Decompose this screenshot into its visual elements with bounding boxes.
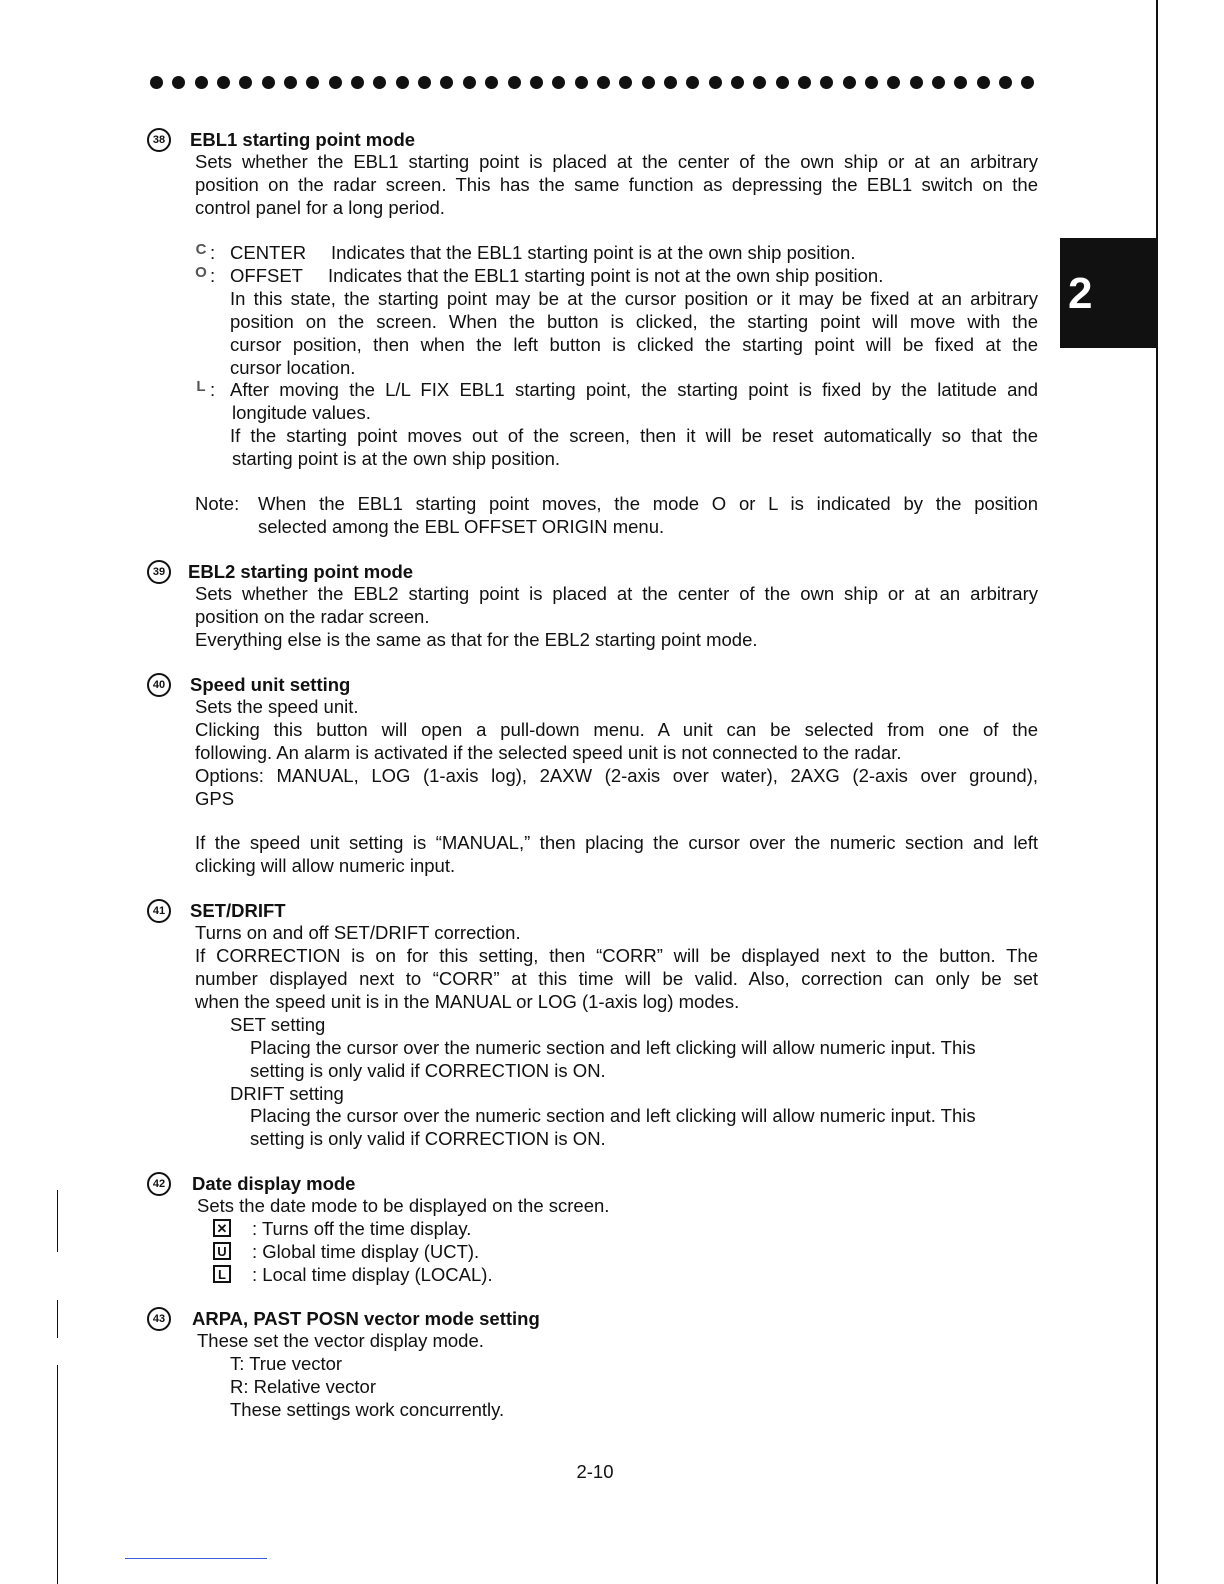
body-line: GPS [195,788,235,809]
mode-description: Indicates that the EBL1 starting point is not at the own ship position. [328,265,884,286]
body-line: following. An alarm is activated if the selected speed unit is not connected to the radar. [195,742,902,763]
right-page-edge [1156,0,1158,1584]
note-label: Note: [195,493,240,514]
header-dot [508,76,521,89]
date-option-text: : Global time display (UCT). [252,1241,480,1262]
dotted-header-rule [150,72,1035,92]
body-line: If CORRECTION is on for this setting, then “CORR” will be displayed next to the button. The [195,945,1038,966]
body-line: position on the radar screen. This has the same function as depressing the EBL1 switch on the [195,174,1038,195]
header-dot [552,76,565,89]
header-dot [619,76,632,89]
local-time-icon: L [213,1265,231,1283]
body-line: Sets whether the EBL2 starting point is placed at the center of the own ship or at an arbitrary [195,583,1038,604]
header-dot [150,76,163,89]
header-dot [575,76,588,89]
item-number-badge: 39 [147,560,171,584]
header-dot [373,76,386,89]
header-dot [239,76,252,89]
subsetting-line: setting is only valid if CORRECTION is ON. [250,1060,606,1081]
header-dot [932,76,945,89]
body-line: Sets the date mode to be displayed on the screen. [197,1195,610,1216]
item-number-badge: 38 [147,128,171,152]
chapter-tab: 2 [1060,238,1156,348]
header-dot [776,76,789,89]
header-dot [530,76,543,89]
header-dot [709,76,722,89]
header-dot [418,76,431,89]
item-number-badge: 42 [147,1172,171,1196]
header-dot [329,76,342,89]
date-option-text: : Local time display (LOCAL). [252,1264,493,1285]
body-line: control panel for a long period. [195,197,445,218]
section-heading: Speed unit setting [190,674,351,695]
body-line: R: Relative vector [230,1376,376,1397]
body-line: Sets the speed unit. [195,696,359,717]
body-line: Turns on and off SET/DRIFT correction. [195,922,521,943]
section-heading: EBL2 starting point mode [188,561,414,582]
subsetting-label: SET setting [230,1014,326,1035]
subsetting-line: Placing the cursor over the numeric section and left clicking will allow numeric input. This [250,1105,976,1126]
left-margin-line [57,1300,58,1338]
item-number-badge: 43 [147,1307,171,1331]
mode-colon: : [210,265,216,286]
section-heading: Date display mode [192,1173,356,1194]
header-dot [485,76,498,89]
header-dot [1021,76,1034,89]
body-line: Everything else is the same as that for the EBL2 starting point mode. [195,629,758,650]
header-dot [820,76,833,89]
header-dot [999,76,1012,89]
header-dot [642,76,655,89]
bottom-rule [125,1558,267,1559]
mode-key: CENTER [230,242,307,263]
subsetting-line: setting is only valid if CORRECTION is ON. [250,1128,606,1149]
mode-detail-line: After moving the L/L FIX EBL1 starting point, the starting point is fixed by the latitude and [230,379,1038,400]
note-line: When the EBL1 starting point moves, the mode O or L is indicated by the position [258,493,1038,514]
body-line: clicking will allow numeric input. [195,855,456,876]
body-line: Options: MANUAL, LOG (1-axis log), 2AXW (2-axis over water), 2AXG (2-axis over ground), [195,765,1038,786]
header-dot [843,76,856,89]
mode-detail-line: cursor location. [230,357,356,378]
global-time-icon: U [213,1242,231,1260]
mode-detail-line: If the starting point moves out of the screen, then it will be reset automatically so that the [230,425,1038,446]
mode-detail-line: In this state, the starting point may be at the cursor position or it may be fixed at an arbitrary [230,288,1038,309]
body-line: when the speed unit is in the MANUAL or LOG (1-axis log) modes. [195,991,740,1012]
mode-colon: : [210,242,216,263]
subsetting-label: DRIFT setting [230,1083,344,1104]
header-dot [351,76,364,89]
header-dot [440,76,453,89]
body-line: T: True vector [230,1353,343,1374]
subsetting-line: Placing the cursor over the numeric section and left clicking will allow numeric input. This [250,1037,976,1058]
header-dot [597,76,610,89]
header-dot [284,76,297,89]
body-line: position on the radar screen. [195,606,430,627]
header-dot [195,76,208,89]
item-number-badge: 40 [147,673,171,697]
header-dot [954,76,967,89]
page-number: 2-10 [576,1461,614,1482]
body-line: These set the vector display mode. [197,1330,484,1351]
left-margin-line [57,1190,58,1252]
body-line: Sets whether the EBL1 starting point is placed at the center of the own ship or at an arbitrary [195,151,1038,172]
section-heading: SET/DRIFT [190,900,286,921]
header-dot [217,76,230,89]
latlon-mode-icon: L [196,378,206,395]
note-line: selected among the EBL OFFSET ORIGIN menu. [258,516,665,537]
time-off-icon: ✕ [213,1219,231,1237]
header-dot [686,76,699,89]
header-dot [396,76,409,89]
header-dot [306,76,319,89]
body-line: number displayed next to “CORR” at this time will be valid. Also, correction can only be set [195,968,1038,989]
header-dot [798,76,811,89]
header-dot [865,76,878,89]
header-dot [731,76,744,89]
mode-detail-line: cursor position, then when the left button is clicked the starting point will be fixed at the [230,334,1038,355]
header-dot [977,76,990,89]
section-heading: EBL1 starting point mode [190,129,416,150]
mode-detail-line: longitude values. [232,402,371,423]
body-line: If the speed unit setting is “MANUAL,” then placing the cursor over the numeric section and left [195,832,1038,853]
date-option-text: : Turns off the time display. [252,1218,472,1239]
header-dot [262,76,275,89]
header-dot [664,76,677,89]
header-dot [887,76,900,89]
mode-description: Indicates that the EBL1 starting point is at the own ship position. [331,242,856,263]
header-dot [172,76,185,89]
center-mode-icon: C [195,241,207,258]
offset-mode-icon: O [195,264,207,281]
item-number-badge: 41 [147,899,171,923]
mode-key: OFFSET [230,265,303,286]
header-dot [910,76,923,89]
section-heading: ARPA, PAST POSN vector mode setting [192,1308,540,1329]
body-line: These settings work concurrently. [230,1399,505,1420]
mode-detail-line: position on the screen. When the button is clicked, the starting point will move with the [230,311,1038,332]
body-line: Clicking this button will open a pull-down menu. A unit can be selected from one of the [195,719,1038,740]
header-dot [753,76,766,89]
header-dot [463,76,476,89]
mode-detail-line: starting point is at the own ship position. [232,448,561,469]
mode-colon: : [210,379,216,400]
